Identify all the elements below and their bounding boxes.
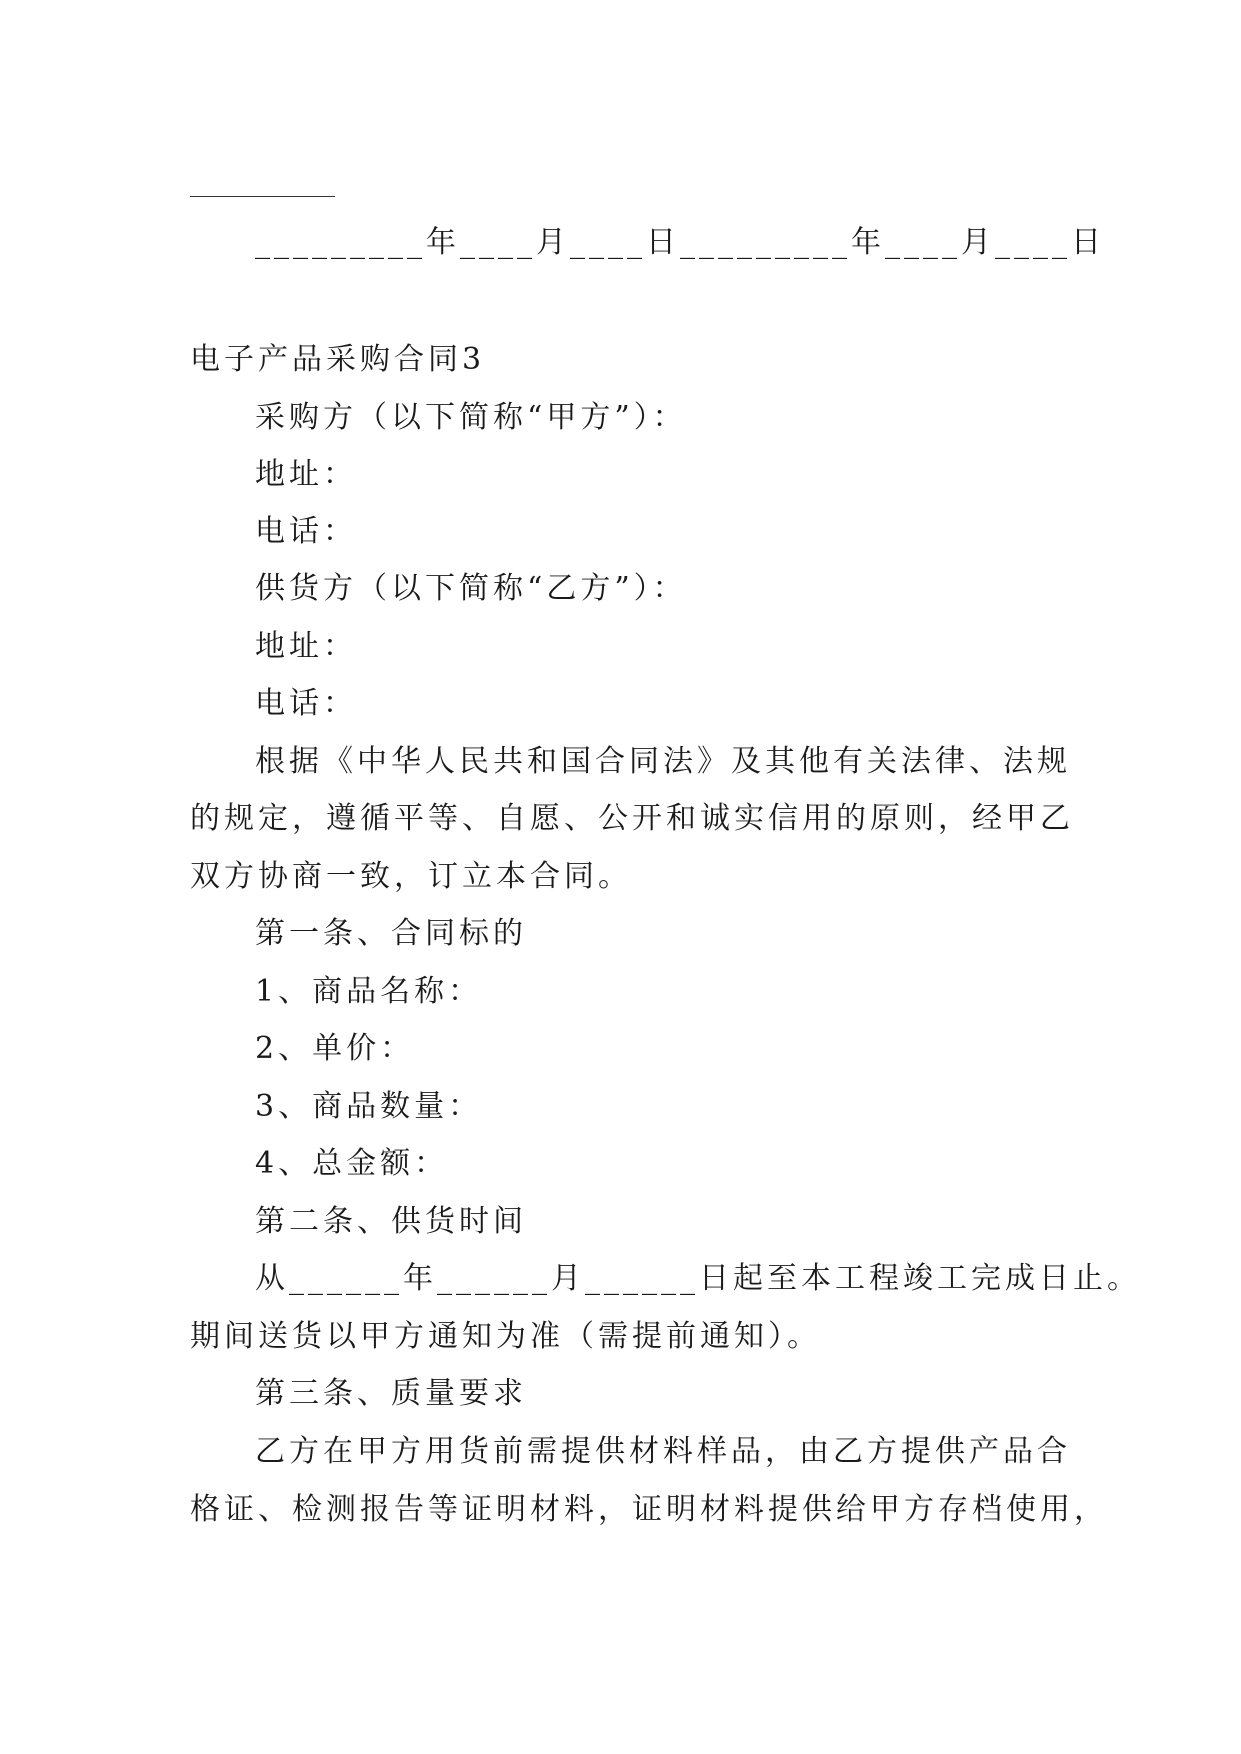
article1-item-1: 1、商品名称： (255, 974, 483, 1009)
supplier-phone: 电话： (255, 686, 357, 721)
article1-title: 第一条、合同标的 (255, 916, 527, 951)
buyer-label: 采购方（以下简称“甲方”）： (255, 400, 687, 435)
supplier-label: 供货方（以下简称“乙方”）： (255, 571, 687, 606)
article1-item-3: 3、商品数量： (255, 1089, 483, 1124)
date-line: _________年____月____日_________年____月____日 (255, 225, 1105, 260)
article1-item-4: 4、总金额： (255, 1146, 449, 1181)
buyer-phone: 电话： (255, 514, 357, 549)
preamble-line-1: 根据《中华人民共和国合同法》及其他有关法律、法规 (255, 744, 1071, 779)
supplier-address: 地址： (255, 629, 357, 664)
preamble-line-2: 的规定，遵循平等、自愿、公开和诚实信用的原则，经甲乙 (190, 801, 1074, 836)
article3-title: 第三条、质量要求 (255, 1376, 527, 1411)
preamble-line-3: 双方协商一致，订立本合同。 (190, 859, 632, 894)
buyer-address: 地址： (255, 457, 357, 492)
top-blank-line (190, 196, 335, 197)
contract-title: 电子产品采购合同3 (190, 342, 486, 377)
article2-title: 第二条、供货时间 (255, 1204, 527, 1239)
article1-item-2: 2、单价： (255, 1031, 415, 1066)
article3-text-2: 格证、检测报告等证明材料，证明材料提供给甲方存档使用， (190, 1492, 1108, 1527)
article3-text-1: 乙方在甲方用货前需提供材料样品，由乙方提供产品合 (255, 1434, 1071, 1469)
article2-text-2: 期间送货以甲方通知为准（需提前通知）。 (190, 1319, 821, 1354)
article2-text-1: 从______年______月______日起至本工程竣工完成日止。 (255, 1261, 1141, 1296)
